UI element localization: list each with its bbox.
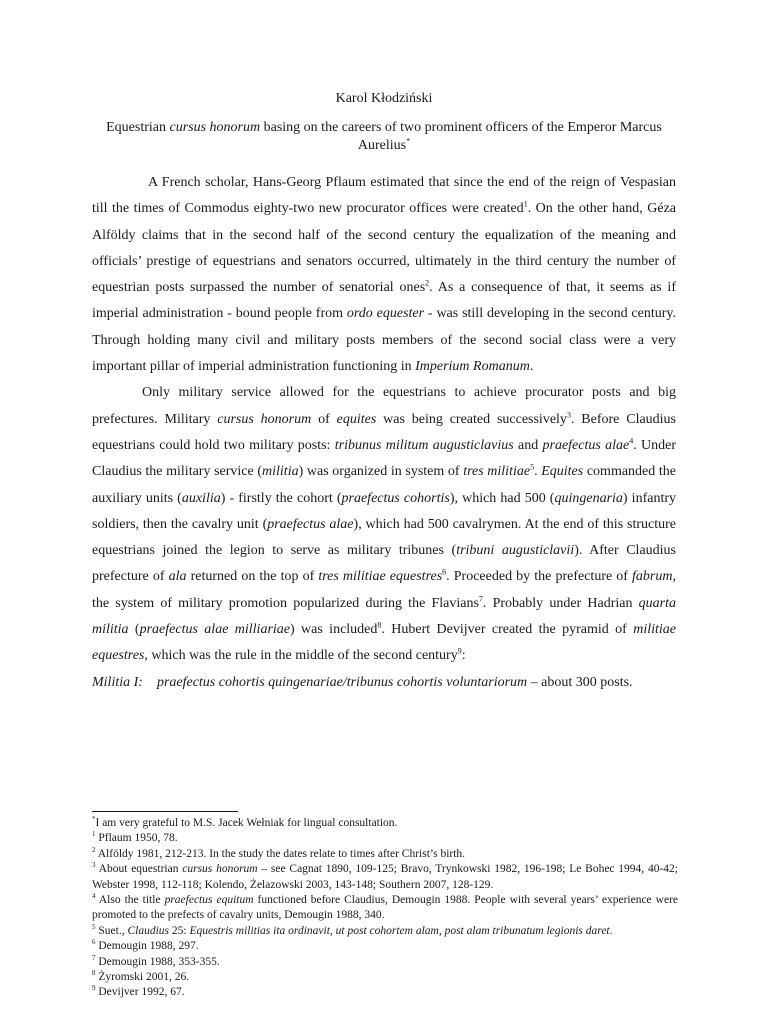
footnote-ref[interactable]: 9 <box>457 646 462 656</box>
title-text: basing on the careers of two prominent officers of the Emperor Marcus Aurelius <box>260 120 662 153</box>
text-run: . Under Claudius the military service ( <box>92 437 676 480</box>
text-run: . <box>534 464 542 480</box>
text-run: , which was the rule in the middle of the second century <box>144 648 458 664</box>
footnote-mark: * <box>92 815 96 824</box>
footnote-text: Żyromski 2001, 26. <box>98 971 190 984</box>
text-run: : <box>461 648 466 664</box>
italic-run: quingenaria <box>554 490 623 506</box>
text-run: ), which had 500 cavalrymen. At the end of this structure equestrians joined the legion to serve as military tribunes ( <box>92 516 676 559</box>
footnote-mark: 2 <box>92 845 96 854</box>
footnote-separator <box>92 811 238 812</box>
text-run: ) was included <box>290 622 378 638</box>
italic-run: militia <box>262 464 299 480</box>
text-run: ) was organized in system of <box>298 464 464 480</box>
militia-line <box>92 670 676 696</box>
text-run: Only military service allowed for the equestrians to achieve procurator posts and big prefectures. Military <box>92 385 676 427</box>
footnote-mark: 4 <box>92 892 96 901</box>
italic-run: ala <box>168 569 187 585</box>
italic-run: tres militiae <box>463 464 531 480</box>
italic-run: praefectus alae milliariae <box>139 622 290 638</box>
footnote-text: Demougin 1988, 297. <box>98 940 199 953</box>
footnote-9 <box>92 985 678 1000</box>
text-run: – about 300 posts. <box>527 674 633 690</box>
text-run: , the system of military promotion popularized during the Flavians <box>92 569 676 611</box>
italic-run: Equites <box>541 464 584 480</box>
footnote-text: Demougin 1988, 353-355. <box>98 955 220 968</box>
text-run: . As a consequence of that, it seems as if imperial administration - bound people from <box>92 280 676 322</box>
footnote-1 <box>92 831 678 846</box>
text-run: commanded the auxiliary units ( <box>92 464 676 506</box>
footnote-italic: cursus honorum <box>182 863 258 876</box>
footnote-ref[interactable]: 1 <box>523 199 528 209</box>
footnote-ref[interactable]: 4 <box>629 436 634 446</box>
footnote-3 <box>92 862 678 893</box>
footnote-ref[interactable]: 7 <box>478 594 483 604</box>
footnote-text: – see Cagnat 1890, 109-125; Bravo, Trynkowski 1982, 196-198; Le Bohec 1994, 40-42; Webster 1998, 112-118; Kolendo, Żelazowski 2003, 143-148; Southern 2007, 128-129. <box>92 863 678 891</box>
footnote-mark: 8 <box>92 969 96 978</box>
footnote-text: I am very grateful to M.S. Jacek Wełniak for lingual consultation. <box>95 817 398 829</box>
footnote-2 <box>92 847 678 862</box>
italic-run: fabrum <box>632 569 673 585</box>
footnote-ref[interactable]: 6 <box>442 567 447 577</box>
title-footnote-mark[interactable]: * <box>406 136 411 146</box>
text-run: A French scholar, Hans-Georg Pflaum estimated that since the end of the reign of Vespasian till the times of Commodus eighty-two new procurator offices were created <box>92 175 676 217</box>
italic-run: equites <box>336 411 377 427</box>
footnote-text: Pflaum 1950, 78. <box>98 832 178 845</box>
footnote-4 <box>92 893 678 924</box>
gap <box>143 675 157 690</box>
author-name: Karol Kłodziński <box>335 91 433 106</box>
footnote-mark: 9 <box>92 984 96 993</box>
militia-label: Militia I: <box>92 674 143 690</box>
footnote-mark: 6 <box>92 938 96 947</box>
italic-run: Imperium Romanum <box>415 359 530 375</box>
footnote-ref[interactable]: 2 <box>425 278 430 288</box>
text-run: ) - firstly the cohort ( <box>220 490 342 506</box>
text-run: . Before Claudius equestrians could hold two military posts: <box>92 411 677 453</box>
italic-run: praefectus cohortis quingenariae/tribunus cohortis voluntariorum <box>156 674 528 690</box>
text-run: returned on the top of <box>186 569 319 585</box>
footnote-text: Also the title <box>98 894 165 907</box>
footnote-ref[interactable]: 5 <box>530 462 535 472</box>
footnote-italic: Claudius <box>127 924 169 937</box>
text-run: . Hubert Devijver created the pyramid of <box>381 622 634 638</box>
footnote-text: Suet., <box>98 924 128 937</box>
italic-run: praefectus alae <box>542 437 630 453</box>
text-run: ) infantry soldiers, then the cavalry unit ( <box>92 490 676 532</box>
text-run: . <box>529 359 534 375</box>
footnote-mark: 5 <box>92 923 96 932</box>
footnotes <box>92 816 678 1001</box>
text-run: ( <box>128 622 140 638</box>
footnote-text: About equestrian <box>98 863 183 876</box>
title-text: Equestrian <box>106 120 170 135</box>
footnote-mark: 1 <box>92 830 96 839</box>
footnote-8 <box>92 970 678 985</box>
text-run: and <box>513 437 543 453</box>
text-run: ). After Claudius prefecture of <box>92 543 676 585</box>
footnote-italic: Equestris militias ita ordinavit, ut post cohortem alam, post alam tribunatum legionis daret <box>189 924 610 937</box>
italic-run: quarta militia <box>92 595 676 638</box>
italic-run: auxilia <box>181 490 221 506</box>
footnote-ref[interactable]: 8 <box>377 620 382 630</box>
footnote-mark: 3 <box>92 861 96 870</box>
footnote-5 <box>92 924 678 939</box>
footnote-italic: praefectus equitum <box>164 894 254 907</box>
paragraph-2 <box>92 380 676 669</box>
italic-run: praefectus cohortis <box>341 490 450 506</box>
paper-title <box>92 119 676 155</box>
italic-run: tres militiae equestres <box>318 569 443 585</box>
text-run: was being created successively <box>376 411 567 427</box>
footnote-6 <box>92 939 678 954</box>
body-text <box>92 170 676 696</box>
italic-run: militiae equestres <box>92 622 676 664</box>
paragraph-1 <box>92 170 676 380</box>
footnote-mark: 7 <box>92 953 96 962</box>
footnote-7 <box>92 955 678 970</box>
footnote-text: 25: <box>169 924 190 937</box>
text-run: . On the other hand, Géza Alföldy claims that in the second half of the second century the equalization of the meaning and officials’ prestige of equestrians and senators occurred, ultimately in the third century the number of equestrian posts surpassed the number of senatorial ones <box>92 201 676 296</box>
italic-run: tribuni augusticlavii <box>456 543 575 559</box>
text-run: ), which had 500 ( <box>449 490 555 506</box>
italic-run: praefectus alae <box>267 516 354 532</box>
text-run: . Proceeded by the prefecture of <box>446 569 633 585</box>
italic-run: cursus honorum <box>217 411 312 427</box>
text-run: of <box>311 411 337 427</box>
footnote-text: . <box>609 924 613 937</box>
footnote-ref[interactable]: 3 <box>566 410 571 420</box>
italic-run: ordo equester <box>346 306 425 322</box>
footnote-text: Alföldy 1981, 212-213. In the study the dates relate to times after Christ’s birth. <box>97 847 466 860</box>
italic-run: tribunus militum augusticlavius <box>334 437 514 453</box>
footnote-text: functioned before Claudius, Demougin 1988. People with several years’ experience were promoted to the prefects of cavalry units, Demougin 1988, 340. <box>92 894 679 922</box>
title-italic: cursus honorum <box>169 120 261 135</box>
footnote-0 <box>92 816 678 831</box>
footnote-text: Devijver 1992, 67. <box>98 986 185 999</box>
text-run: - was still developing in the second century. Through holding many civil and military posts members of the second social class were a very important pillar of imperial administration functioning in <box>92 306 677 375</box>
text-run: . Probably under Hadrian <box>482 595 639 611</box>
